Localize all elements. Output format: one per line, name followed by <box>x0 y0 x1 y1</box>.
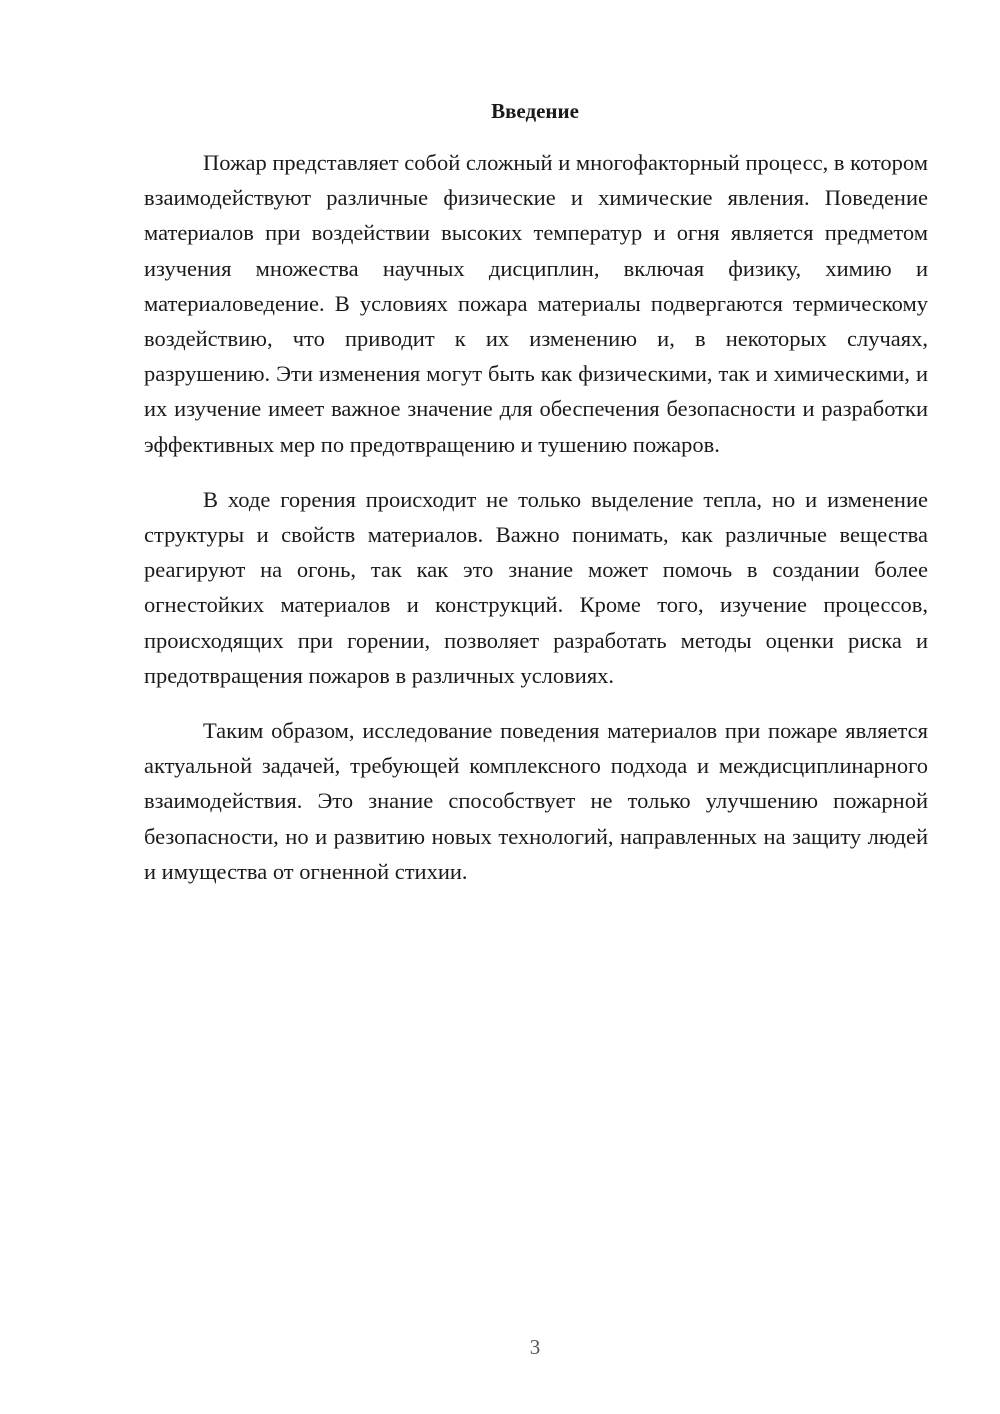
section-heading: Введение <box>491 99 579 123</box>
paragraph-1: Пожар представляет собой сложный и многофакторный процесс, в котором взаимодействуют различные физические и химические явления. Поведение материалов при воздействии высоких температур и огня является предметом изучения множества научных дисциплин, включая физику, химию и материаловедение. В условиях пожара материалы подвергаются термическому воздействию, что приводит к их изменению и, в некоторых случаях, разрушению. Эти изменения могут быть как физическими, так и химическими, и их изучение имеет важное значение для обеспечения безопасности и разработки эффективных мер по предотвращению и тушению пожаров. <box>144 150 928 457</box>
page-number: 3 <box>529 1335 541 1359</box>
paragraph-2: В ходе горения происходит не только выделение тепла, но и изменение структуры и свойств материалов. Важно понимать, как различные вещества реагируют на огонь, так как это знание может помочь в создании более огнестойких материалов и конструкций. Кроме того, изучение процессов, происходящих при горении, позволяет разработать методы оценки риска и предотвращения пожаров в различных условиях. <box>144 486 928 688</box>
body-text <box>144 145 928 909</box>
paragraph-3: Таким образом, исследование поведения материалов при пожаре является актуальной задачей, требующей комплексного подхода и междисциплинарного взаимодействия. Это знание способствует не только улучшению пожарной безопасности, но и развитию новых технологий, направленных на защиту людей и имущества от огненной стихии. <box>144 718 928 884</box>
